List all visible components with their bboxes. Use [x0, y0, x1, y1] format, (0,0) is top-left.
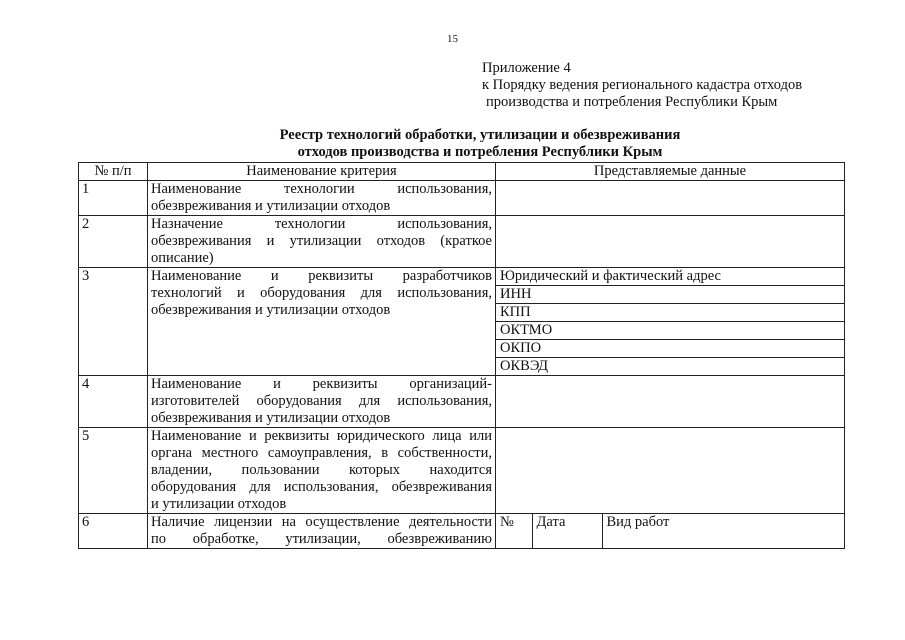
table-row [79, 428, 845, 514]
criterion-line: обезвреживания и утилизации отходов [151, 302, 391, 318]
detail-inn: ИНН [496, 286, 844, 304]
criterion-line: описание) [151, 250, 214, 266]
criterion-line: по обработке, утилизации, обезвреживанию [151, 531, 492, 547]
criterion-line: обезвреживания и утилизации отходов [151, 198, 391, 214]
table-header-row [79, 163, 845, 181]
registry-table [78, 162, 845, 549]
criterion-line: Наименование и реквизиты организаций- [151, 376, 492, 392]
criterion-line: оборудования для использования, обезвреживания [151, 479, 492, 495]
developer-details [496, 268, 844, 375]
criterion-line: Наличие лицензии на осуществление деятельности [151, 514, 492, 530]
criterion-line: технологий и оборудования для использования, [151, 285, 492, 301]
criterion-line: и утилизации отходов [151, 496, 287, 512]
criterion-line: Назначение технологии использования, [151, 216, 492, 232]
row-num: 5 [79, 428, 148, 514]
row-criterion [148, 514, 496, 549]
title-line-1: Реестр технологий обработки, утилизации и обезвреживания [279, 127, 681, 143]
table-row [79, 268, 845, 376]
table-row [79, 181, 845, 216]
license-work-type-header: Вид работ [606, 514, 670, 530]
row-data [496, 428, 845, 514]
table-row [79, 216, 845, 268]
appendix-line-3: производства и потребления Республики Крым [486, 94, 778, 110]
row-criterion [148, 268, 496, 376]
criterion-line: Наименование и реквизиты разработчиков [151, 268, 492, 284]
row-data [496, 514, 845, 549]
criterion-line: владении, пользовании которых находится [151, 462, 492, 478]
row-criterion [148, 376, 496, 428]
detail-oktmo: ОКТМО [496, 322, 844, 340]
criterion-line: Наименование технологии использования, [151, 181, 492, 197]
criterion-line: обезвреживания и утилизации отходов (краткое [151, 233, 492, 249]
row-data [496, 376, 845, 428]
row-num: 3 [79, 268, 148, 376]
detail-okpo: ОКПО [496, 340, 844, 358]
header-num: № п/п [79, 163, 148, 181]
row-num: 1 [79, 181, 148, 216]
criterion-line: изготовителей оборудования для использования, [151, 393, 492, 409]
row-data [496, 181, 845, 216]
detail-okved: ОКВЭД [500, 358, 549, 374]
page-number: 15 [447, 33, 458, 45]
header-criterion: Наименование критерия [148, 163, 496, 181]
document-title [0, 127, 905, 161]
header-data: Представляемые данные [496, 163, 845, 181]
title-line-2: отходов производства и потребления Республики Крым [297, 144, 663, 160]
row-criterion [148, 216, 496, 268]
license-details [496, 514, 844, 548]
appendix-header [482, 60, 802, 111]
row-data [496, 268, 845, 376]
license-date-header: Дата [532, 514, 602, 548]
criterion-line: органа местного самоуправления, в собственности, [151, 445, 492, 461]
criterion-line: Наименование и реквизиты юридического лица или [151, 428, 492, 444]
row-num: 2 [79, 216, 148, 268]
detail-kpp: КПП [496, 304, 844, 322]
row-num: 4 [79, 376, 148, 428]
row-criterion [148, 428, 496, 514]
appendix-line-1: Приложение 4 [482, 60, 571, 76]
license-number-header: № [496, 514, 532, 548]
appendix-line-2: к Порядку ведения регионального кадастра отходов [482, 77, 803, 93]
row-num: 6 [79, 514, 148, 549]
criterion-line: обезвреживания и утилизации отходов [151, 410, 391, 426]
table-row [79, 514, 845, 549]
row-criterion [148, 181, 496, 216]
row-data [496, 216, 845, 268]
detail-address: Юридический и фактический адрес [496, 268, 844, 286]
table-row [79, 376, 845, 428]
